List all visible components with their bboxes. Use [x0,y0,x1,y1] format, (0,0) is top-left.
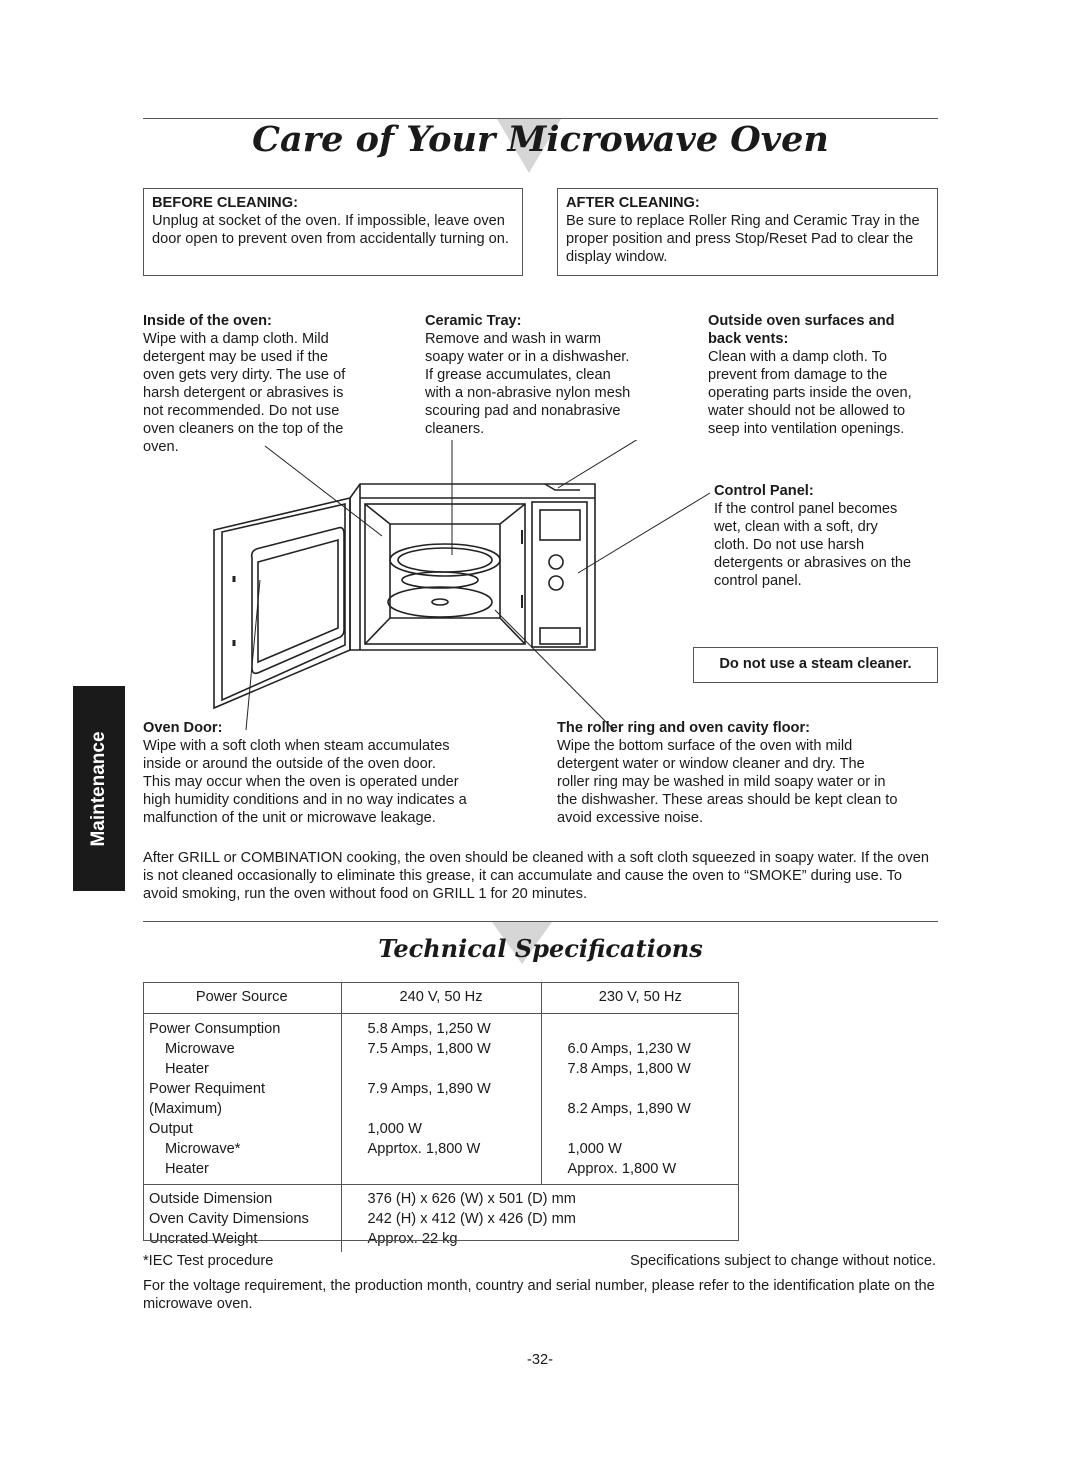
spec-value: 8.2 Amps, 1,890 W [567,1101,691,1117]
roller-ring-section [557,719,940,827]
spec-label: Heater [165,1161,209,1177]
inside-oven-text: Wipe with a damp cloth. Mild detergent may be used if the oven gets very dirty. The use of harsh detergent or abrasives is not recommended. Do not use oven cleaners on the top of the oven. [143,331,346,455]
oven-door-text: Wipe with a soft cloth when steam accumulates inside or around the outside of the oven door. This may occur when the oven is operated under high humidity conditions and in no way indicates a malfunction of the unit or microwave leakage. [143,738,467,826]
spec-value: 6.0 Amps, 1,230 W [567,1041,691,1057]
ceramic-tray-heading: Ceramic Tray: [425,313,522,329]
after-cleaning-text: Be sure to replace Roller Ring and Ceramic Tray in the proper position and press Stop/Reset Pad to clear the display window. [566,213,920,265]
before-cleaning-text: Unplug at socket of the oven. If impossible, leave oven door open to prevent oven from accidentally turning on. [152,213,509,247]
spec-value [568,1079,734,1099]
spec-dimension-values-cell [341,1185,739,1253]
roller-ring-text: Wipe the bottom surface of the oven with mild detergent water or window cleaner and dry. The roller ring may be washed in mild soapy water or in the dishwasher. These areas should be kept clean to avoid excessive noise. [557,738,898,826]
page-number: -32- [527,1352,553,1368]
voltage-note: For the voltage requirement, the production month, country and serial number, please refer to the identification plate on the microwave oven. [143,1278,935,1312]
before-cleaning-heading: BEFORE CLEANING: [152,195,298,211]
spec-row-group-power [143,1014,739,1185]
control-panel-text: If the control panel becomes wet, clean with a soft, dry cloth. Do not use harsh detergents or abrasives on the control panel. [714,501,912,589]
spec-240v-cell [341,1014,541,1185]
after-cleaning-box [557,188,938,276]
spec-title: Technical Specifications [378,934,703,963]
spec-header-row [143,982,739,1014]
spec-value: 376 (H) x 626 (W) x 501 (D) mm [367,1191,576,1207]
inside-oven-heading: Inside of the oven: [143,313,272,329]
oven-door-section [143,719,523,827]
spec-value [568,1019,734,1039]
oven-door-heading: Oven Door: [143,720,223,736]
control-panel-section [714,482,940,590]
spec-value: Approx. 22 kg [367,1231,458,1247]
spec-value: 1,000 W [567,1141,622,1157]
roller-ring-heading: The roller ring and oven cavity floor: [557,720,811,736]
outside-surfaces-text: Clean with a damp cloth. To prevent from damage to the operating parts inside the oven, water should not be allowed to seep into ventilation openings. [708,349,912,437]
spec-value: Approx. 1,800 W [567,1161,677,1177]
grill-note: After GRILL or COMBINATION cooking, the oven should be cleaned with a soft cloth squeezed in soapy water. If the oven is not cleaned occasionally to eliminate this grease, it can accumulate and cause the oven to “SMOKE” during use. To avoid smoking, run the oven without food on GRILL 1 for 20 minutes. [143,850,930,902]
spec-label: Uncrated Weight [149,1231,258,1247]
side-tab-label: Maintenance [88,730,109,847]
spec-value: 7.9 Amps, 1,890 W [367,1081,491,1097]
spec-label: Oven Cavity Dimensions [149,1211,309,1227]
spec-value [368,1099,535,1119]
spec-value: 242 (H) x 412 (W) x 426 (D) mm [367,1211,576,1227]
spec-label: Power Consumption [149,1021,281,1037]
spec-label: Power Requiment [149,1081,265,1097]
spec-table [143,982,739,1252]
spec-header-cell: Power Source [143,982,341,1014]
spec-value: 1,000 W [367,1121,422,1137]
spec-header-cell: 230 V, 50 Hz [541,982,739,1014]
spec-value: 7.5 Amps, 1,800 W [367,1041,491,1057]
steam-warning-box: Do not use a steam cleaner. [693,647,938,683]
spec-value: 7.8 Amps, 1,800 W [567,1061,691,1077]
microwave-illustration [200,440,720,740]
spec-label: (Maximum) [149,1101,222,1117]
spec-label: Output [149,1121,193,1137]
ceramic-tray-section [425,312,675,438]
ceramic-tray-text: Remove and wash in warm soapy water or in a dishwasher. If grease accumulates, clean with a non-abrasive nylon mesh scouring pad and nonabrasive cleaners. [425,331,631,437]
iec-note: *IEC Test procedure [143,1253,274,1269]
after-cleaning-heading: AFTER CLEANING: [566,195,700,211]
spec-label: Outside Dimension [149,1191,273,1207]
spec-row-group-dimensions [143,1185,739,1253]
spec-label: Microwave [165,1041,235,1057]
control-panel-heading: Control Panel: [714,483,814,499]
spec-labels-cell [143,1185,341,1253]
outside-surfaces-section [708,312,940,438]
spec-value: Apprtox. 1,800 W [367,1141,481,1157]
before-cleaning-box [143,188,523,276]
spec-value [568,1119,734,1139]
spec-header-cell: 240 V, 50 Hz [341,982,541,1014]
inside-oven-section [143,312,393,456]
spec-value [368,1059,535,1079]
spec-change-note: Specifications subject to change without notice. [630,1253,936,1269]
spec-value: 5.8 Amps, 1,250 W [367,1021,491,1037]
outside-surfaces-heading: Outside oven surfaces and back vents: [708,313,895,347]
maintenance-side-tab [73,686,125,891]
page-title: Care of Your Microwave Oven [252,119,829,160]
spec-label: Microwave* [165,1141,241,1157]
spec-label: Heater [165,1061,209,1077]
spec-labels-cell [143,1014,341,1185]
spec-230v-cell [541,1014,739,1185]
